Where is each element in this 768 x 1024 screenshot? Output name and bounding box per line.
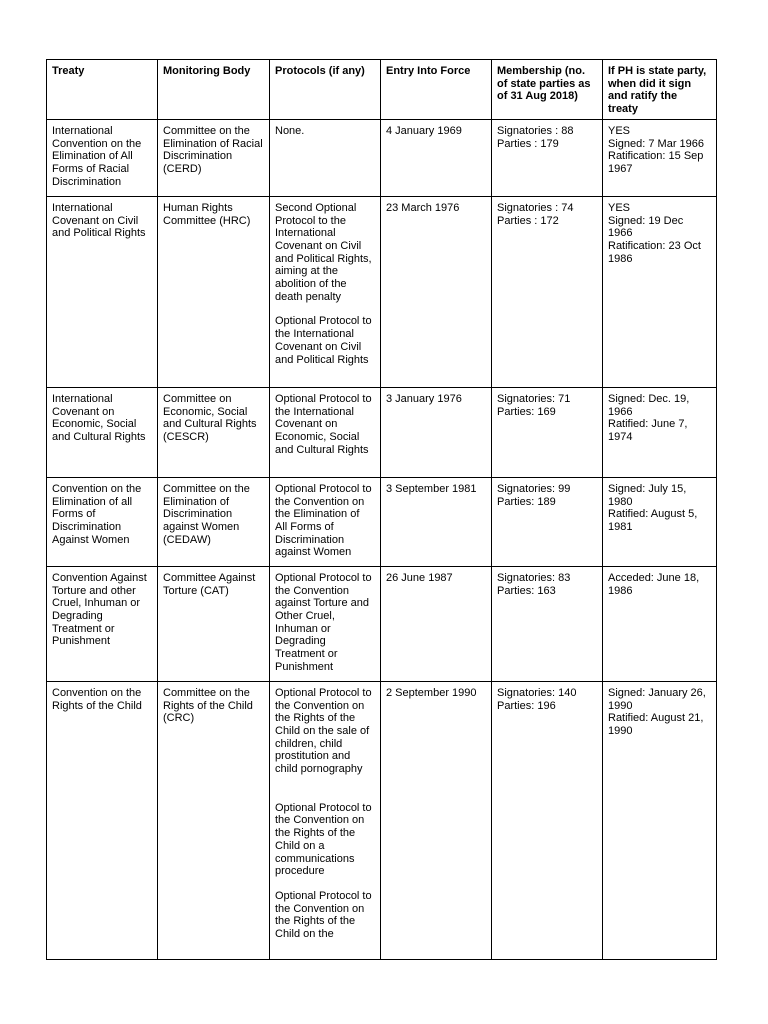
protocol-text: Second Optional Protocol to the International Covenant on Civil and Political Rights, aiming at the abolition of the death penalty: [275, 201, 372, 303]
table-row: [47, 196, 717, 387]
header-row: [47, 60, 717, 120]
ph-ratified-text: Ratified: June 7, 1974: [608, 418, 688, 443]
ph-status-cell: [603, 387, 717, 477]
ph-status-cell: [603, 477, 717, 566]
protocols-cell: [270, 196, 381, 387]
signatories-text: Signatories: 99: [497, 482, 571, 495]
membership-cell: [492, 387, 603, 477]
protocol-text: Optional Protocol to the Convention against Torture and Other Cruel, Inhuman or Degrading Treatment or Punishment: [275, 571, 372, 673]
header-monitoring-body: Monitoring Body: [158, 60, 270, 120]
monitoring-body-cell: Committee on the Elimination of Discrimination against Women (CEDAW): [158, 477, 270, 566]
header-treaty: Treaty: [47, 60, 158, 120]
signatories-text: Signatories : 88: [497, 124, 574, 137]
ph-ratified-text: Ratified: August 5, 1981: [608, 508, 698, 533]
protocol-text: None.: [275, 124, 305, 137]
signatories-text: Signatories: 83: [497, 571, 571, 584]
parties-text: Parties: 196: [497, 699, 556, 712]
entry-cell: 3 September 1981: [381, 477, 492, 566]
table-row: [47, 681, 717, 959]
monitoring-body-cell: Committee on Economic, Social and Cultural Rights (CESCR): [158, 387, 270, 477]
protocol-text: Optional Protocol to the Convention on the Elimination of All Forms of Discrimination against Women: [275, 482, 372, 559]
signatories-text: Signatories: 140: [497, 686, 577, 699]
protocol-text: Optional Protocol to the Convention on the Rights of the Child on the sale of children, child prostitution and child pornography: [275, 686, 372, 776]
membership-cell: [492, 681, 603, 959]
monitoring-body-cell: Committee on the Rights of the Child (CRC): [158, 681, 270, 959]
protocol-text: Optional Protocol to the Convention on the Rights of the Child on the: [275, 889, 372, 941]
treaty-cell: Convention Against Torture and other Cruel, Inhuman or Degrading Treatment or Punishment: [47, 566, 158, 681]
header-ph-status: If PH is state party, when did it sign and ratify the treaty: [603, 60, 717, 120]
protocols-cell: [270, 566, 381, 681]
treaty-cell: International Convention on the Elimination of All Forms of Racial Discrimination: [47, 119, 158, 196]
table-row: [47, 477, 717, 566]
ph-ratified-text: Ratification: 23 Oct 1986: [608, 239, 701, 265]
treaty-cell: International Covenant on Economic, Social and Cultural Rights: [47, 387, 158, 477]
header-membership: Membership (no. of state parties as of 31 Aug 2018): [492, 60, 603, 120]
protocol-text: Optional Protocol to the Convention on the Rights of the Child on a communications procedure: [275, 801, 372, 878]
membership-cell: [492, 196, 603, 387]
ph-ratified-text: Ratified: August 21, 1990: [608, 712, 704, 737]
protocols-cell: [270, 119, 381, 196]
protocols-cell: [270, 681, 381, 959]
ph-status-cell: [603, 681, 717, 959]
ph-status-cell: [603, 196, 717, 387]
entry-cell: 23 March 1976: [381, 196, 492, 387]
treaties-table: [46, 59, 717, 960]
signatories-text: Signatories: 71: [497, 392, 571, 405]
entry-cell: 3 January 1976: [381, 387, 492, 477]
parties-text: Parties: 163: [497, 584, 556, 597]
treaty-cell: Convention on the Rights of the Child: [47, 681, 158, 959]
parties-text: Parties: 189: [497, 495, 556, 508]
parties-text: Parties : 172: [497, 214, 559, 227]
monitoring-body-cell: Committee Against Torture (CAT): [158, 566, 270, 681]
parties-text: Parties: 169: [497, 405, 556, 418]
ph-ratified-text: Ratification: 15 Sep 1967: [608, 150, 704, 175]
ph-status-cell: [603, 119, 717, 196]
membership-cell: [492, 477, 603, 566]
table-row: [47, 566, 717, 681]
monitoring-body-cell: Human Rights Committee (HRC): [158, 196, 270, 387]
ph-status-text: YES: [608, 201, 631, 214]
ph-signed-text: Signed: Dec. 19, 1966: [608, 392, 690, 418]
table-row: [47, 387, 717, 477]
protocol-text: Optional Protocol to the International Covenant on Economic, Social and Cultural Rights: [275, 392, 372, 456]
entry-cell: 2 September 1990: [381, 681, 492, 959]
protocols-cell: [270, 477, 381, 566]
signatories-text: Signatories : 74: [497, 201, 574, 214]
membership-cell: [492, 566, 603, 681]
header-protocols: Protocols (if any): [270, 60, 381, 120]
entry-cell: 26 June 1987: [381, 566, 492, 681]
ph-status-text: YES: [608, 124, 631, 137]
ph-signed-text: Signed: 19 Dec 1966: [608, 214, 684, 240]
monitoring-body-cell: Committee on the Elimination of Racial Discrimination (CERD): [158, 119, 270, 196]
table-row: [47, 119, 717, 196]
entry-cell: 4 January 1969: [381, 119, 492, 196]
ph-signed-text: Signed: 7 Mar 1966: [608, 137, 705, 150]
ph-status-cell: [603, 566, 717, 681]
header-entry-into-force: Entry Into Force: [381, 60, 492, 120]
treaty-cell: International Covenant on Civil and Political Rights: [47, 196, 158, 387]
parties-text: Parties : 179: [497, 137, 559, 150]
treaty-cell: Convention on the Elimination of all Forms of Discrimination Against Women: [47, 477, 158, 566]
ph-signed-text: Signed: July 15, 1980: [608, 482, 687, 508]
ph-signed-text: Signed: January 26, 1990: [608, 686, 706, 712]
ph-acceded-text: Acceded: June 18, 1986: [608, 571, 700, 597]
protocols-cell: [270, 387, 381, 477]
protocol-text: Optional Protocol to the International Covenant on Civil and Political Rights: [275, 315, 372, 366]
membership-cell: [492, 119, 603, 196]
